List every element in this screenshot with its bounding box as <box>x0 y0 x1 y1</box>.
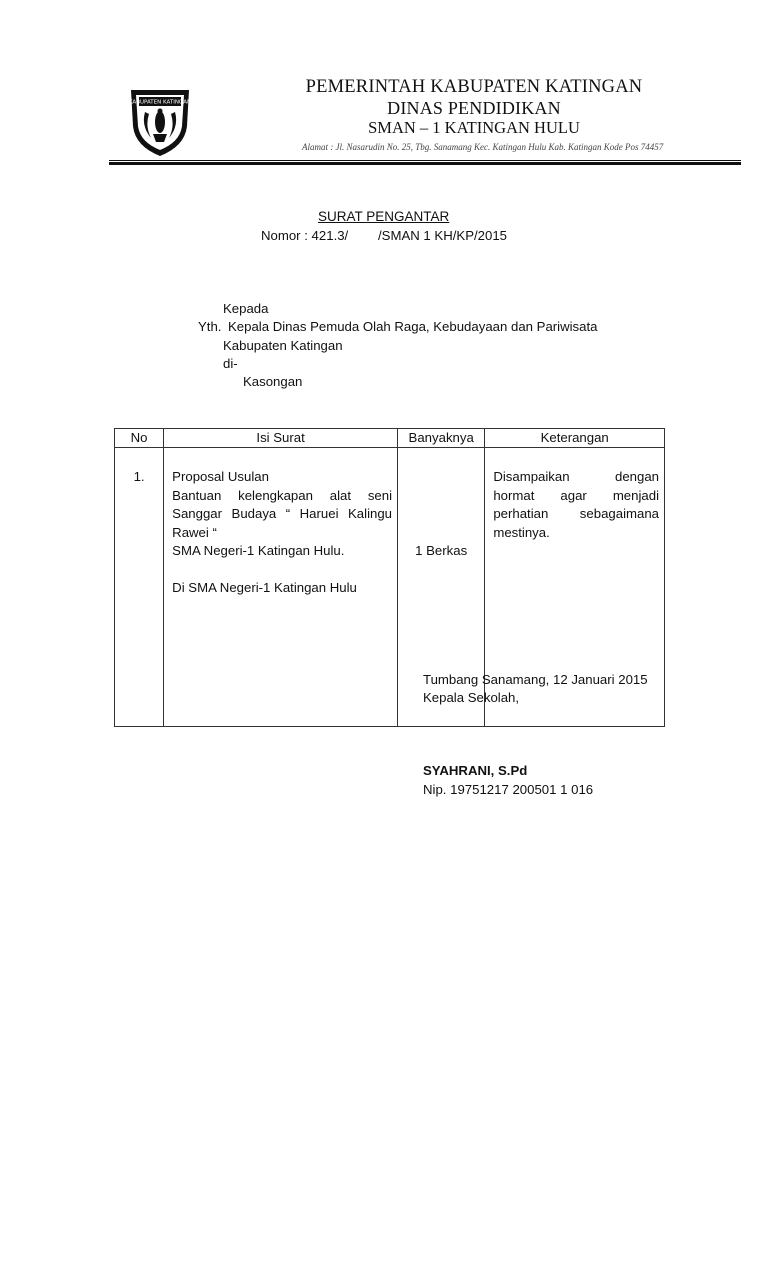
school-heading: SMAN – 1 KATINGAN HULU <box>368 118 580 137</box>
letter-number-label: Nomor : 421.3/ <box>261 228 349 243</box>
agency-heading: DINAS PENDIDIKAN <box>387 98 561 118</box>
isi-line: Bantuan kelengkapan alat seni <box>172 487 393 503</box>
recipient-di: di- <box>223 356 238 371</box>
recipient-city: Kasongan <box>243 374 303 389</box>
isi-line: SMA Negeri-1 Katingan Hulu. <box>172 543 345 558</box>
letterhead-divider-thin <box>109 160 741 161</box>
isi-spacer <box>172 561 392 579</box>
school-address: Alamat : Jl. Nasarudin No. 25, Tbg. Sanamang Kec. Katingan Hulu Kab. Katingan Kode Pos 74457 <box>302 142 664 152</box>
header-isi-surat: Isi Surat <box>164 429 398 448</box>
logo-text: KABUPATEN KATINGAN <box>128 99 192 106</box>
recipient-yth: Yth. <box>198 319 222 334</box>
header-no: No <box>115 429 164 448</box>
recipient-region: Kabupaten Katingan <box>223 338 343 353</box>
cell-banyaknya: 1 Berkas <box>398 448 485 727</box>
recipient-kepada: Kepada <box>223 301 269 316</box>
keterangan-line: mestinya. <box>493 524 550 540</box>
isi-line: Di SMA Negeri-1 Katingan Hulu <box>172 579 357 595</box>
keterangan-line: hormat agar menjadi <box>493 487 659 503</box>
letter-title: SURAT PENGANTAR <box>318 209 450 224</box>
isi-line: Rawei “ <box>172 524 217 540</box>
signature-name: SYAHRANI, S.Pd <box>423 763 528 778</box>
table-header-row <box>115 429 665 448</box>
letter-number-value: /SMAN 1 KH/KP/2015 <box>378 228 508 243</box>
isi-line: Proposal Usulan <box>172 469 269 484</box>
keterangan-line: Disampaikan dengan <box>493 469 659 484</box>
signature-nip: Nip. 19751217 200501 1 016 <box>423 782 594 797</box>
government-heading: PEMERINTAH KABUPATEN KATINGAN <box>305 77 643 97</box>
cell-isi-surat <box>164 448 398 727</box>
letterhead-divider-thick <box>109 162 741 165</box>
recipient-name: Kepala Dinas Pemuda Olah Raga, Kebudayaan dan Pariwisata <box>228 319 598 334</box>
header-banyaknya: Banyaknya <box>398 429 485 448</box>
header-keterangan: Keterangan <box>485 429 665 448</box>
coat-of-arms-icon <box>127 82 193 158</box>
signature-place-date: Tumbang Sanamang, 12 Januari 2015 <box>423 672 648 687</box>
isi-line: Sanggar Budaya “ Haruei Kalingu <box>172 506 393 521</box>
cell-no: 1. <box>115 448 164 727</box>
signature-position: Kepala Sekolah, <box>423 690 520 705</box>
keterangan-line: perhatian sebagaimana <box>493 506 659 521</box>
